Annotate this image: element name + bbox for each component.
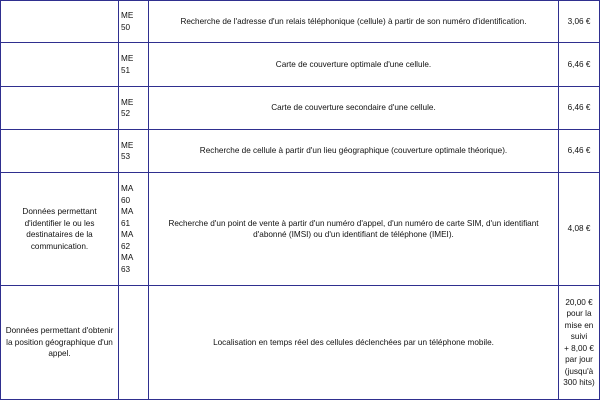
price-cell (559, 130, 600, 173)
price-text: par jour (565, 355, 593, 364)
price-text: + 8,00 € (564, 343, 594, 353)
description-cell: Recherche de l'adresse d'un relais téléphonique (cellule) à partir de son numéro d'identification. (149, 1, 559, 43)
table-row (1, 1, 600, 43)
table-row (1, 286, 600, 400)
price-cell (559, 173, 600, 286)
table-row (1, 43, 600, 87)
code-cell (119, 286, 149, 400)
code-cell (119, 43, 149, 87)
category-cell (1, 43, 119, 87)
category-cell (1, 87, 119, 130)
price-cell (559, 286, 600, 400)
price-text: (jusqu'à (564, 366, 594, 376)
code-cell (119, 130, 149, 173)
price-text: 6,46 € (567, 103, 591, 113)
code-text: 53 (121, 152, 131, 161)
code-text: MA (121, 207, 134, 216)
category-cell (1, 130, 119, 173)
category-cell: Données permettant d'obtenir la position géographique d'un appel. (1, 286, 119, 400)
price-cell (559, 43, 600, 87)
description-cell: Recherche d'un point de vente à partir d'un numéro d'appel, d'un numéro de carte SIM, d'un identifiant d'abonné (IMSI) ou d'un identifiant de téléphone (IMEI). (149, 173, 559, 286)
description-cell: Carte de couverture optimale d'une cellule. (149, 43, 559, 87)
code-text: ME (121, 97, 134, 107)
price-text: 300 hits) (563, 378, 595, 387)
table-row (1, 173, 600, 286)
price-cell (559, 1, 600, 43)
category-cell (1, 1, 119, 43)
price-cell (559, 87, 600, 130)
code-text: 61 (121, 218, 131, 228)
table-row (1, 87, 600, 130)
code-text: 50 (121, 22, 131, 32)
table-row (1, 130, 600, 173)
code-cell (119, 173, 149, 286)
code-text: ME (121, 140, 134, 150)
code-text: MA (121, 253, 134, 262)
code-text: 51 (121, 65, 131, 75)
code-text: 52 (121, 109, 131, 118)
price-text: 3,06 € (567, 16, 591, 26)
code-text: MA (121, 230, 134, 239)
description-cell: Recherche de cellule à partir d'un lieu géographique (couverture optimale théorique). (149, 130, 559, 173)
description-cell: Localisation en temps réel des cellules déclenchées par un téléphone mobile. (149, 286, 559, 400)
category-cell: Données permettant d'identifier le ou les destinataires de la communication. (1, 173, 119, 286)
code-text: MA (121, 184, 134, 193)
price-text: 6,46 € (567, 146, 591, 156)
code-text: 62 (121, 241, 131, 251)
price-text: pour la (566, 309, 592, 318)
price-text: 20,00 € (565, 297, 593, 307)
code-cell (119, 87, 149, 130)
code-text: ME (121, 54, 134, 63)
price-text: 6,46 € (567, 59, 591, 69)
description-cell: Carte de couverture secondaire d'une cellule. (149, 87, 559, 130)
code-text: ME (121, 11, 134, 20)
code-cell (119, 1, 149, 43)
code-text: 63 (121, 264, 131, 274)
code-text: 60 (121, 195, 131, 205)
price-text: suivi (570, 332, 588, 341)
price-text: 4,08 € (567, 224, 591, 234)
price-text: mise en (564, 320, 594, 330)
